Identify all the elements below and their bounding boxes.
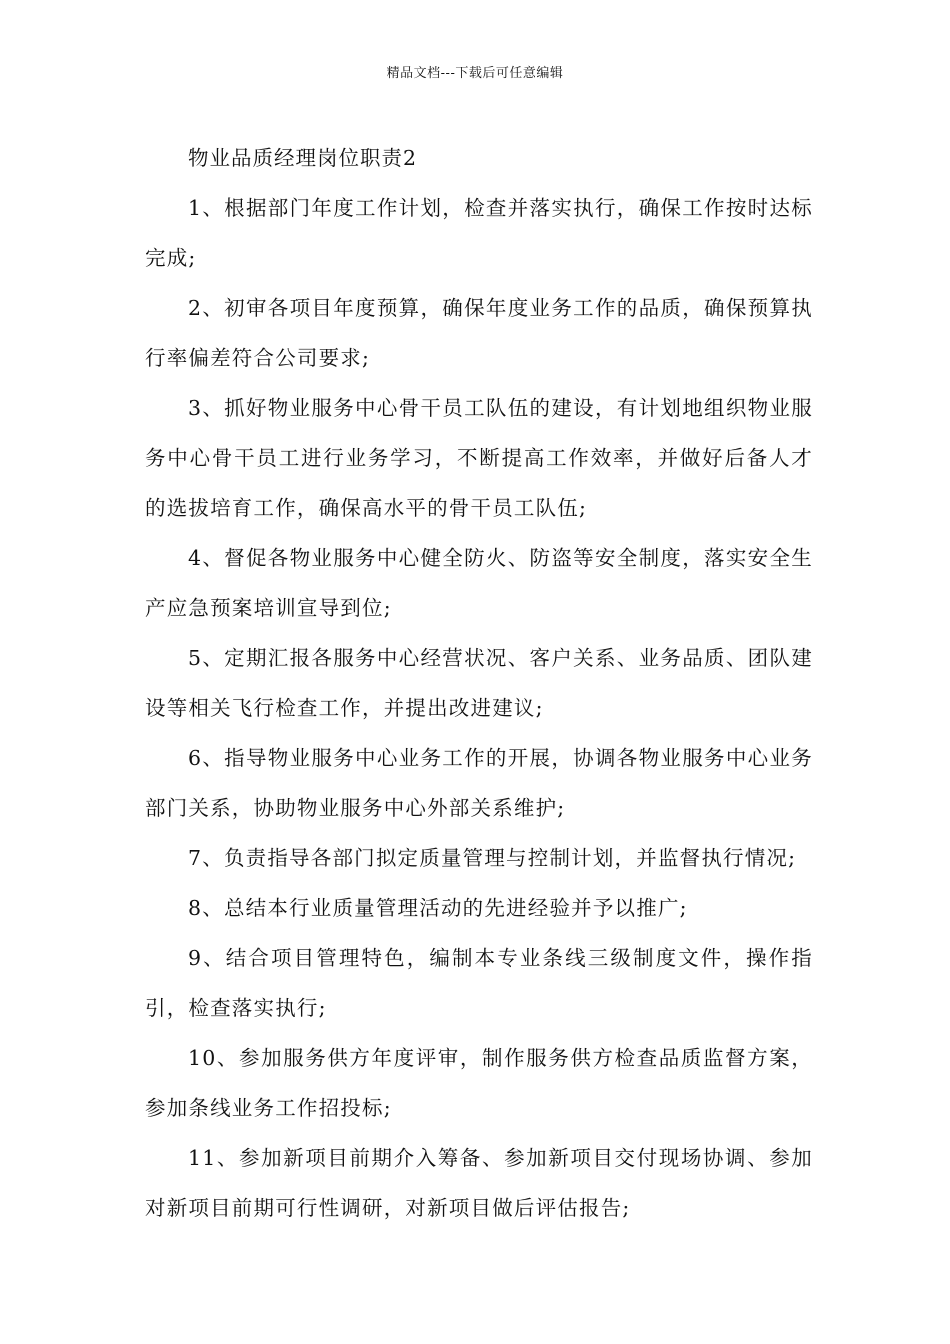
page-header: 精品文档---下载后可任意编辑: [386, 66, 564, 81]
document-title: 物业品质经理岗位职责2: [188, 146, 418, 170]
duty-item-8: 8、总结本行业质量管理活动的先进经验并予以推广;: [188, 896, 688, 920]
document-body: [145, 133, 813, 1233]
duty-item-11: 11、参加新项目前期介入筹备、参加新项目交付现场协调、参加对新项目前期可行性调研，对新项目做后评估报告;: [145, 1146, 813, 1220]
duty-item-4: 4、督促各物业服务中心健全防火、防盗等安全制度，落实安全生产应急预案培训宣导到位;: [145, 546, 813, 620]
duty-item-6: 6、指导物业服务中心业务工作的开展，协调各物业服务中心业务部门关系，协助物业服务中心外部关系维护;: [145, 746, 813, 820]
duty-item-2: 2、初审各项目年度预算，确保年度业务工作的品质，确保预算执行率偏差符合公司要求;: [145, 296, 813, 370]
duty-item-1: 1、根据部门年度工作计划，检查并落实执行，确保工作按时达标完成;: [145, 196, 813, 270]
duty-item-9: 9、结合项目管理特色，编制本专业条线三级制度文件，操作指引，检查落实执行;: [145, 946, 813, 1020]
duty-item-3: 3、抓好物业服务中心骨干员工队伍的建设，有计划地组织物业服务中心骨干员工进行业务学习，不断提高工作效率，并做好后备人才的选拔培育工作，确保高水平的骨干员工队伍;: [145, 396, 813, 520]
duty-item-7: 7、负责指导各部门拟定质量管理与控制计划，并监督执行情况;: [188, 846, 797, 870]
duty-item-10: 10、参加服务供方年度评审，制作服务供方检查品质监督方案，参加条线业务工作招投标;: [145, 1046, 813, 1120]
duty-item-5: 5、定期汇报各服务中心经营状况、客户关系、业务品质、团队建设等相关飞行检查工作，并提出改进建议;: [145, 646, 813, 720]
